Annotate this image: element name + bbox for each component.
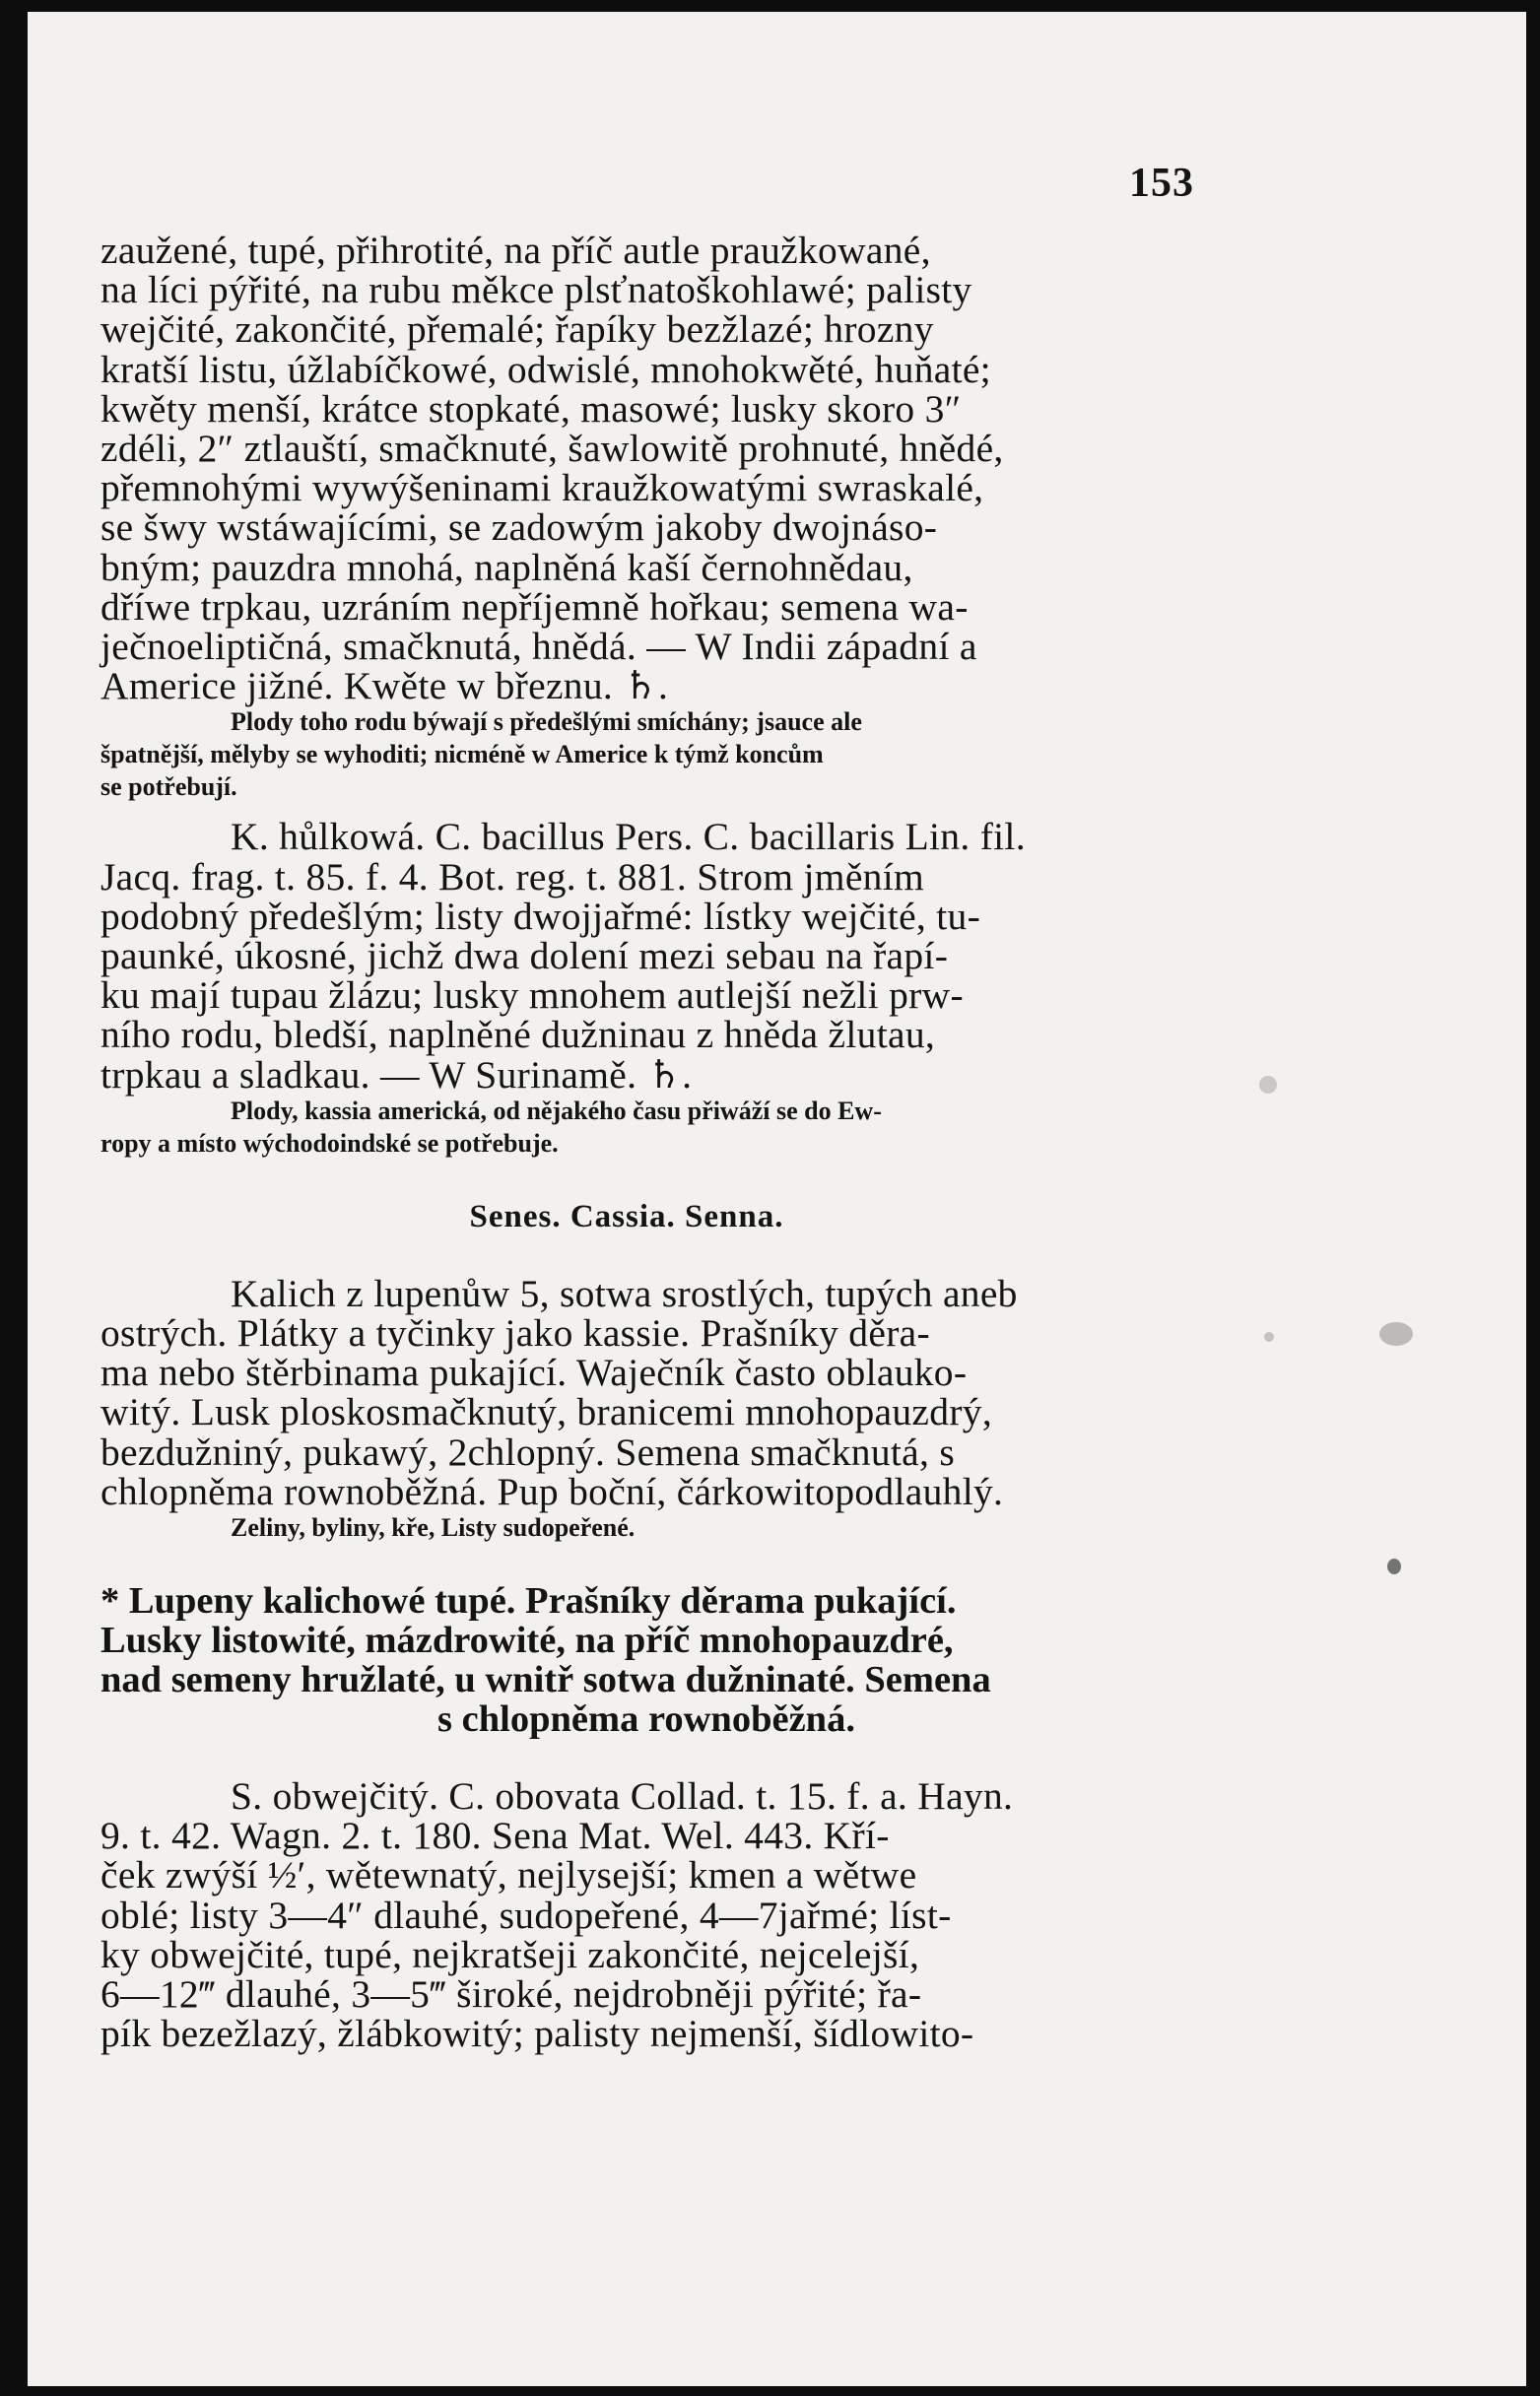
note-line: Plody toho rodu býwají s předešlými smíchány; jsauce ale	[231, 707, 862, 737]
text-line: 6—12‴ dlauhé, 3—5‴ široké, nejdrobněji pýřité; řa-	[100, 1972, 922, 2017]
text-line: witý. Lusk ploskosmačknutý, branicemi mnohopauzdrý,	[100, 1390, 992, 1434]
group-description	[100, 1581, 1192, 1739]
text-line: chlopněma rownoběžná. Pup boční, čárkowitopodlauhlý.	[100, 1469, 1004, 1513]
text-line: bným; pauzdra mnohá, naplněná kaší černohnědau,	[100, 545, 913, 589]
text-line: Kalich z lupenůw 5, sotwa srostlých, tupých aneb	[231, 1271, 1018, 1315]
page-number: 153	[1129, 161, 1194, 206]
text-line: oblé; listy 3—4″ dlauhé, sudopeřené, 4—7jařmé; líst-	[100, 1893, 952, 1937]
text-line: Jacq. frag. t. 85. f. 4. Bot. reg. t. 881. Strom jměním	[100, 854, 925, 898]
text-line: kratší listu, úžlabíčkowé, odwislé, mnohokwěté, huňaté;	[100, 347, 991, 391]
text-line: Americe jižné. Kwěte w březnu. ♄.	[100, 664, 669, 708]
text-line: podobný předešlým; listy dwojjařmé: lístky wejčité, tu-	[100, 894, 981, 938]
scan-speck	[1387, 1559, 1401, 1574]
text-line: ček zwýší ½′, wětewnatý, nejlysejší; kmen a wětwe	[100, 1853, 917, 1897]
text-line: kwěty menší, krátce stopkaté, masowé; lusky skoro 3″	[100, 386, 962, 431]
text-line: se šwy wstáwajícími, se zadowým jakoby dwojnáso-	[100, 505, 938, 550]
text-line: zaužené, tupé, přihrotité, na příč autle praužkowané,	[100, 229, 931, 272]
paragraph-1	[100, 229, 1192, 708]
paragraph-2	[100, 815, 1192, 1097]
text-line: ního rodu, bledší, naplněné dužninau z hněda žlutau,	[100, 1013, 936, 1057]
text-line: ku mají tupau žlázu; lusky mnohem autlejší nežli prw-	[100, 973, 964, 1018]
text-line: ma nebo štěrbinama pukající. Waječník často oblauko-	[100, 1351, 968, 1395]
group-line: * Lupeny kalichowé tupé. Prašníky děrama pukající.	[100, 1580, 957, 1623]
text-column	[100, 231, 1192, 2054]
scan-speck	[1259, 1076, 1277, 1094]
text-line: ky obwejčité, tupé, nejkratšeji zakončité, nejcelejší,	[100, 1932, 920, 1976]
text-line: zdéli, 2″ ztlauští, smačknuté, šawlowitě prohnuté, hnědé,	[100, 427, 1004, 471]
note-3: Zeliny, byliny, kře, Listy sudopeřené.	[231, 1513, 636, 1543]
note-line: ropy a místo wýchodoindské se potřebuje.	[100, 1128, 559, 1158]
text-line: K. hůlkowá. C. bacillus Pers. C. bacillaris Lin. fil.	[231, 815, 1026, 859]
text-line: ostrých. Plátky a tyčinky jako kassie. Prašníky děra-	[100, 1311, 930, 1356]
note-line: špatnější, mělyby se wyhoditi; nicméně w Americe k týmž koncům	[100, 740, 824, 769]
text-line: na líci pýřité, na rubu měkce plsťnatoškohlawé; palisty	[100, 268, 972, 312]
text-line: 9. t. 42. Wagn. 2. t. 180. Sena Mat. Wel. 443. Kří-	[100, 1814, 890, 1858]
group-line: Lusky listowité, mázdrowité, na příč mnohopauzdré,	[100, 1620, 954, 1662]
paragraph-4	[100, 1774, 1192, 2056]
section-heading: Senes. Cassia. Senna.	[469, 1198, 784, 1234]
text-line: dříwe trpkau, uzráním nepříjemně hořkau; semena wa-	[100, 584, 969, 629]
scan-speck	[1264, 1332, 1274, 1342]
note-1	[100, 705, 1192, 803]
text-line: paunké, úkosné, jichž dwa dolení mezi sebau na řapí-	[100, 934, 949, 978]
text-line: trpkau a sladkau. — W Surinamě. ♄.	[100, 1052, 693, 1097]
group-line: nad semeny hružlaté, u wnitř sotwa dužninaté. Semena	[100, 1659, 991, 1701]
note-line: Plody, kassia americká, od nějakého času přiwáží se do Ew-	[231, 1096, 882, 1125]
text-line: wejčité, zakončité, přemalé; řapíky bezžlazé; hrozny	[100, 307, 934, 352]
note-line: se potřebují.	[100, 772, 237, 802]
paragraph-3	[100, 1271, 1192, 1513]
text-line: S. obwejčitý. C. obovata Collad. t. 15. f. a. Hayn.	[231, 1774, 1014, 1819]
scan-speck	[1379, 1322, 1413, 1346]
text-line: bezdužniný, pukawý, 2chlopný. Semena smačknutá, s	[100, 1430, 956, 1474]
note-2	[100, 1095, 1192, 1160]
text-line: přemnohými wywýšeninami kraužkowatými swraskalé,	[100, 466, 984, 510]
text-line: pík bezežlazý, žlábkowitý; palisty nejmenší, šídlowito-	[100, 2012, 974, 2056]
scanned-page	[28, 12, 1526, 2386]
text-line: ječnoeliptičná, smačknutá, hnědá. — W Indii západní a	[100, 625, 977, 669]
group-line: s chlopněma rownoběžná.	[437, 1698, 855, 1741]
